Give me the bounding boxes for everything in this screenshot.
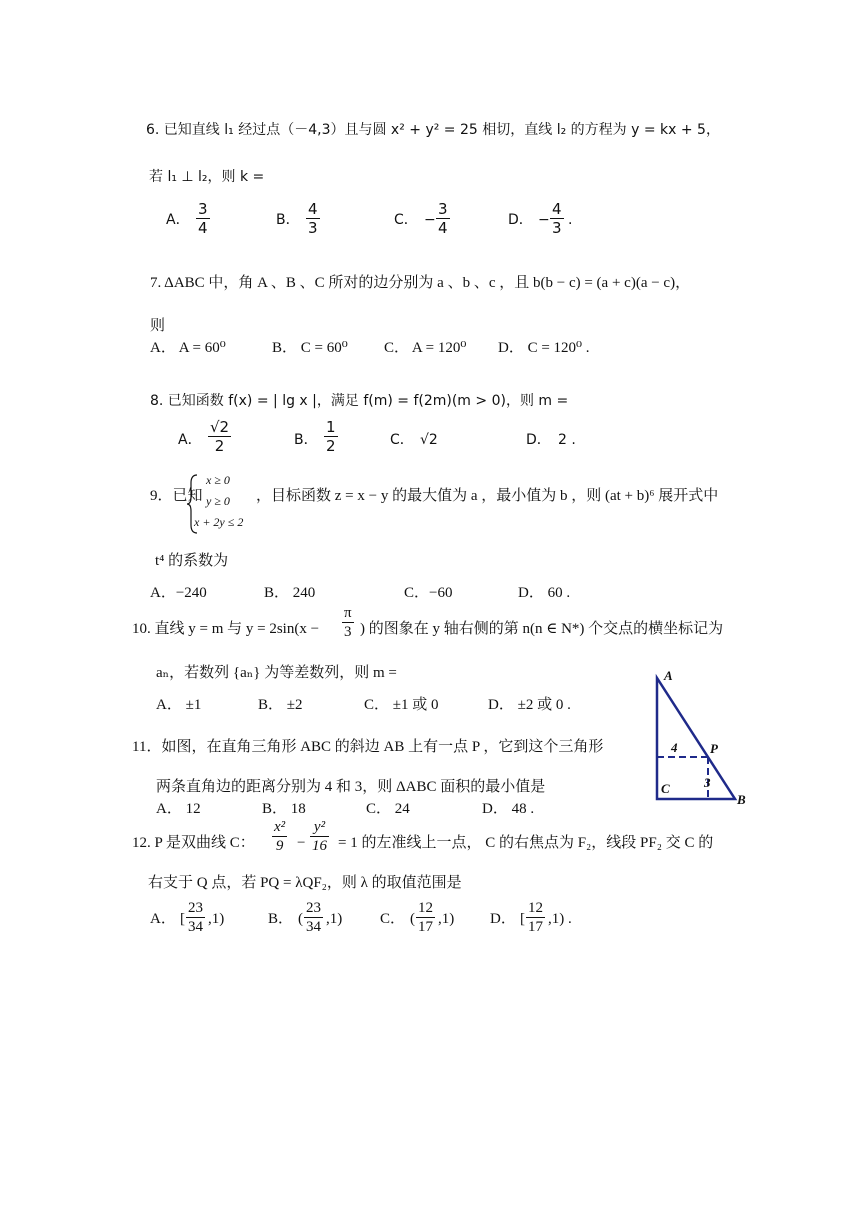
fraction: $\frac{12}{17}$ bbox=[528, 900, 543, 935]
q6-line2: 若 l₁ ⊥ l₂，则 k = bbox=[149, 169, 265, 185]
q9-constraint-1: x ≥ 0 bbox=[206, 473, 230, 487]
distance-4-label: 4 bbox=[671, 740, 678, 755]
q9-option-c[interactable]: C．−60 bbox=[404, 585, 453, 601]
q9-option-a[interactable]: A．−240 bbox=[150, 585, 207, 601]
fraction: $\frac{23}{34}$ bbox=[188, 900, 203, 935]
q11-option-a[interactable]: A． 12 bbox=[156, 801, 201, 817]
y-squared-over-16: $\frac{\text{y²}}{16}$ bbox=[312, 819, 327, 854]
q10-line1-end: ) 的图象在 y 轴右侧的第 n(n ∈ N*) 个交点的横坐标记为 bbox=[360, 621, 724, 637]
q7-line2: 则 bbox=[150, 318, 166, 334]
q9-constraint-2: y ≥ 0 bbox=[206, 494, 230, 508]
fraction: $\frac{1}{2}$ bbox=[326, 418, 336, 455]
q11-line1: 11．如图，在直角三角形 ABC 的斜边 AB 上有一点 P ，它到这个三角形 bbox=[132, 739, 604, 755]
q6-line1: 6. 已知直线 l₁ 经过点（－4,3）且与圆 x² + y² = 25 相切，直线 l₂ 的方程为 y = kx + 5， bbox=[146, 122, 720, 138]
q9-line1: ，目标函数 z = x − y 的最大值为 a ，最小值为 b ，则 (at + b)⁶ 展开式中 bbox=[256, 488, 719, 504]
q7-option-a[interactable]: A． A = 60⁰ bbox=[150, 340, 226, 356]
q10-line1-start: 10. 直线 y = m 与 y = 2sin(x − bbox=[132, 621, 320, 637]
point-p-label: P bbox=[710, 741, 718, 756]
fraction: $\frac{√2}{2}$ bbox=[210, 418, 230, 455]
q9-option-b[interactable]: B． 240 bbox=[264, 585, 316, 601]
q11-option-d[interactable]: D． 48 . bbox=[482, 801, 535, 817]
minus-sign: − bbox=[297, 835, 306, 851]
q10-option-a[interactable]: A． ±1 bbox=[156, 697, 202, 713]
fraction: $\frac{3}{4}$ bbox=[438, 200, 448, 237]
q7-line1: 7. ΔABC 中，角 A 、B 、C 所对的边分别为 a 、b 、c ，且 b(b − c) = (a + c)(a − c)， bbox=[150, 275, 691, 291]
fraction: $\frac{3}{4}$ bbox=[198, 200, 208, 237]
fraction: $\frac{4}{3}$ bbox=[308, 200, 318, 237]
q12-line1-start: 12. P 是双曲线 C： bbox=[132, 835, 255, 851]
q11-option-c[interactable]: C． 24 bbox=[366, 801, 410, 817]
q10-option-c[interactable]: C． ±1 或 0 bbox=[364, 697, 439, 713]
vertex-a-label: A bbox=[664, 668, 673, 683]
q7-option-b[interactable]: B． C = 60⁰ bbox=[272, 340, 348, 356]
q7-option-d[interactable]: D． C = 120⁰ . bbox=[498, 340, 590, 356]
x-squared-over-9: $\frac{\text{x²}}{9}$ bbox=[274, 819, 286, 854]
q9-constraint-3: x + 2y ≤ 2 bbox=[194, 515, 244, 529]
q9-option-d[interactable]: D． 60 . bbox=[518, 585, 571, 601]
q12-line1-end: = 1 的左准线上一点， C 的右焦点为 F₂，线段 PF₂ 交 C 的 bbox=[338, 835, 714, 851]
q10-option-b[interactable]: B． ±2 bbox=[258, 697, 303, 713]
fraction: $\frac{12}{17}$ bbox=[418, 900, 433, 935]
triangle-figure bbox=[640, 664, 760, 814]
q10-line2: aₙ，若数列 {aₙ} 为等差数列，则 m = bbox=[156, 665, 397, 681]
q11-option-b[interactable]: B． 18 bbox=[262, 801, 306, 817]
q7-option-c[interactable]: C． A = 120⁰ bbox=[384, 340, 467, 356]
q10-option-d[interactable]: D． ±2 或 0 . bbox=[488, 697, 571, 713]
pi-over-3-fraction: $\frac{\pi}{3}$ bbox=[344, 605, 352, 640]
vertex-b-label: B bbox=[737, 792, 746, 807]
q11-line2: 两条直角边的距离分别为 4 和 3，则 ΔABC 面积的最小值是 bbox=[156, 779, 546, 795]
q9-prefix: 9．已知 bbox=[150, 488, 203, 504]
fraction: $\frac{23}{34}$ bbox=[306, 900, 321, 935]
fraction: $\frac{4}{3}$ bbox=[552, 200, 562, 237]
distance-3-label: 3 bbox=[704, 775, 711, 790]
q9-line2: t⁴ 的系数为 bbox=[155, 553, 229, 569]
q8-line1: 8. 已知函数 f(x) = | lg x |，满足 f(m) = f(2m)(m > 0)，则 m = bbox=[150, 393, 569, 409]
vertex-c-label: C bbox=[661, 781, 670, 796]
q12-line2: 右支于 Q 点，若 PQ = λQF₂，则 λ 的取值范围是 bbox=[148, 875, 462, 891]
